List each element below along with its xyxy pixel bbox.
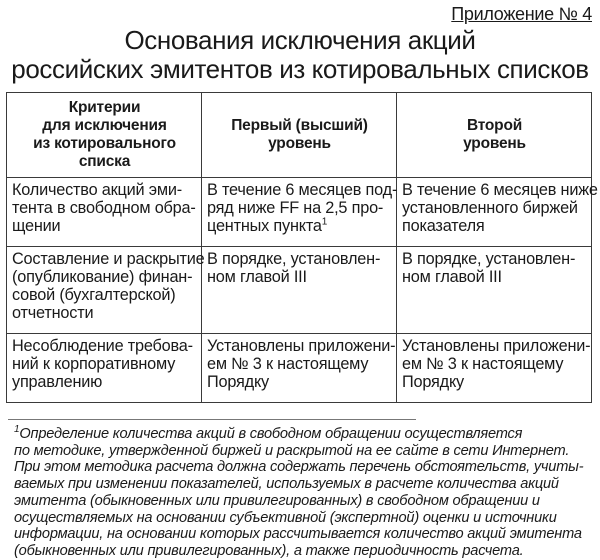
header-second-level (397, 93, 592, 178)
cell-first-level (202, 247, 397, 334)
cell-line: управлению (12, 373, 103, 391)
cell-line: ном главой III (402, 268, 502, 286)
page-title (0, 26, 600, 84)
cell-criterion (7, 178, 202, 247)
header-first-level-line: уровень (268, 135, 331, 152)
footnote-line: ваемых при изменении показателей, используемых в расчете количества акций (14, 476, 559, 493)
table-header-row (7, 93, 592, 178)
header-first-level (202, 93, 397, 178)
cell-second-level (397, 178, 598, 247)
cell-line: отчетности (12, 304, 94, 322)
exclusion-criteria-table (6, 92, 598, 403)
header-criteria (7, 93, 202, 178)
cell-line: В порядке, установлен- (402, 250, 576, 268)
cell-line: ем № 3 к настоящему (207, 355, 369, 373)
footnote-line: эмитента (обыкновенных или привилегированных) в свободном обращении и (14, 492, 540, 509)
cell-line: Составление и раскрытие (12, 250, 205, 268)
table-row (7, 178, 592, 247)
cell-line: щении (12, 217, 61, 235)
cell-criterion (7, 334, 202, 403)
cell-line: Установлены приложени- (402, 337, 591, 355)
cell-line: ний к корпоративному (12, 355, 176, 373)
footnote (14, 426, 594, 560)
header-criteria-line: списка (78, 153, 131, 170)
cell-line: тента в свободном обра- (12, 199, 196, 217)
cell-criterion (7, 247, 205, 334)
header-second-level-line: уровень (463, 135, 526, 152)
cell-second-level (397, 247, 592, 334)
appendix-label: Приложение № 4 (451, 4, 592, 24)
footnote-marker: 1 (14, 424, 20, 436)
cell-line: показателя (402, 217, 485, 235)
cell-line: В течение 6 месяцев ниже (402, 181, 598, 199)
cell-line (207, 217, 392, 235)
footnote-line-text: Определение количества акций в свободном обращении осуществляется (19, 426, 523, 442)
title-line-1: Основания исключения акций (124, 25, 476, 55)
footnote-line: (обыкновенных или привилегированных), а также периодичность расчета. (14, 542, 524, 559)
footnote-line: информации, на основании которых рассчитывается количество акций эмитента (14, 526, 582, 543)
header-criteria-line: Критерии (68, 99, 141, 116)
cell-line: ном главой III (207, 268, 307, 286)
footnote-line: по методике, утвержденной биржей и раскрытой на ее сайте в сети Интернет. (14, 442, 570, 459)
header-criteria-line: из котировального (33, 135, 176, 152)
footnote-line (14, 426, 594, 443)
cell-line: Порядку (402, 373, 464, 391)
cell-line: ем № 3 к настоящему (402, 355, 564, 373)
header-second-level-line: Второй (466, 117, 523, 134)
cell-first-level (202, 334, 397, 403)
cell-line-text: центных пункта (207, 217, 322, 235)
title-line-2: российских эмитентов из котировальных списков (11, 54, 589, 84)
table-row (7, 247, 592, 334)
footnote-line: При этом методика расчета должна содержать перечень обстоятельств, учиты- (14, 459, 584, 476)
footnote-divider (8, 419, 416, 420)
cell-line: Порядку (207, 373, 269, 391)
cell-line: (опубликование) финан- (12, 268, 193, 286)
cell-line: Несоблюдение требова- (12, 337, 193, 355)
cell-line: совой (бухгалтерской) (12, 286, 176, 304)
cell-line: ряд ниже FF на 2,5 про- (207, 199, 384, 217)
cell-line: В порядке, установлен- (207, 250, 381, 268)
header-criteria-line: для исключения (42, 117, 167, 134)
cell-line: В течение 6 месяцев под- (207, 181, 398, 199)
cell-second-level (397, 334, 592, 403)
cell-line: Установлены приложени- (207, 337, 396, 355)
footnote-ref: 1 (321, 216, 328, 228)
cell-line: Количество акций эми- (12, 181, 182, 199)
cell-line: установленного биржей (402, 199, 578, 217)
header-first-level-line: Первый (высший) (231, 117, 368, 134)
footnote-line: осуществляемых на основании субъективной (экспертной) оценки и источники (14, 509, 557, 526)
cell-first-level (202, 178, 397, 247)
table-row (7, 334, 592, 403)
